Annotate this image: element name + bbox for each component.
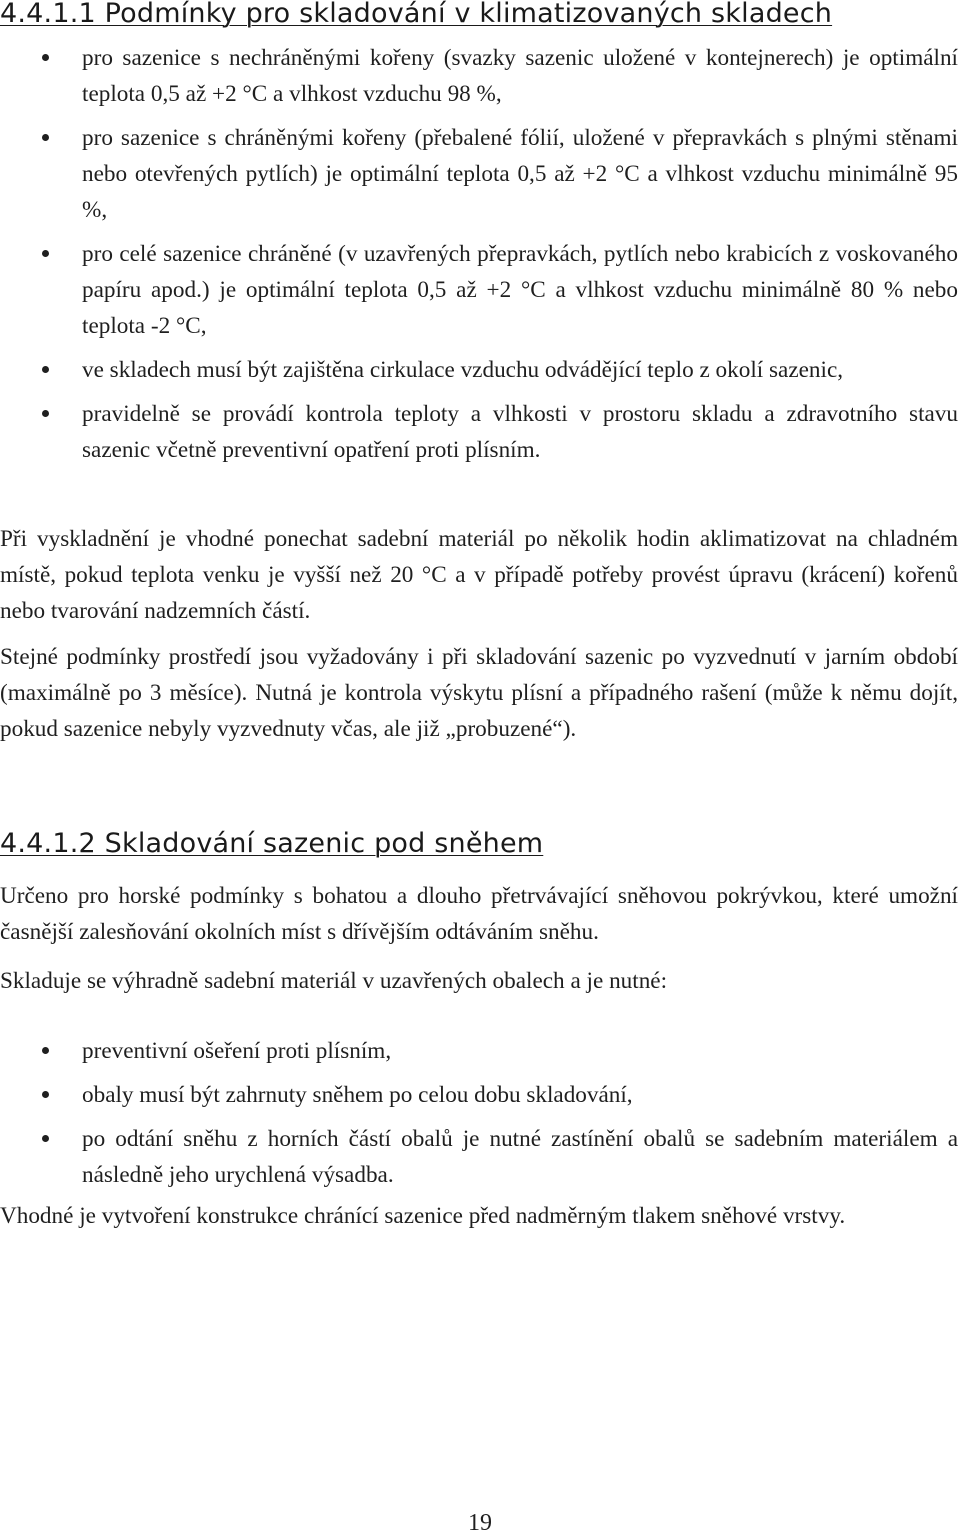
list-item-text: pravidelně se provádí kontrola teploty a vlhkosti v prostoru skladu a zdravotního stavu sazenic včetně preventivní opatření proti plísním. (82, 401, 958, 463)
list-item-text: pro celé sazenice chráněné (v uzavřených přepravkách, pytlích nebo krabicích z voskovaného papíru apod.) je optimální teplota 0,5 až +2 °C a vlhkost vzduchu minimálně 80 % nebo teplota -2 °C, (82, 241, 958, 339)
list-item-text: ve skladech musí být zajištěna cirkulace vzduchu odvádějící teplo z okolí sazenic, (82, 357, 844, 383)
page-number: 19 (468, 1510, 492, 1536)
snow-storage-requirements-list (0, 1033, 958, 1201)
list-item-text: pro sazenice s chráněnými kořeny (přebalené fólií, uložené v přepravkách s plnými stěnami nebo otevřených pytlích) je optimální teplota 0,5 až +2 °C a vlhkost vzduchu minimálně 95 %, (82, 125, 958, 223)
list-item (0, 1077, 958, 1113)
bullet-icon (42, 1047, 49, 1054)
section-heading-climatized-storage: 4.4.1.1 Podmínky pro skladování v klimatizovaných skladech (0, 0, 833, 29)
bullet-icon (42, 134, 49, 141)
list-item (0, 1033, 958, 1069)
list-item-text: po odtání sněhu z horních částí obalů je nutné zastínění obalů se sadebním materiálem a následně jeho urychlená výsadba. (82, 1126, 958, 1188)
list-item (0, 120, 958, 228)
list-item (0, 1121, 958, 1193)
bullet-icon (42, 366, 49, 373)
list-item (0, 236, 958, 344)
paragraph-spring-storage: Stejné podmínky prostředí jsou vyžadovány i při skladování sazenic po vyzvednutí v jarním období (maximálně po 3 měsíce). Nutná je kontrola výskytu plísní a případného rašení (může k němu dojít, pokud sazenice nebyly vyzvednuty včas, ale již „probuzené“). (0, 644, 958, 742)
storage-conditions-list (0, 40, 958, 476)
bullet-icon (42, 1091, 49, 1098)
paragraph-snow-intro: Určeno pro horské podmínky s bohatou a dlouho přetrvávající sněhovou pokrývkou, které umožní časnější zalesňování okolních míst s dřívějším odtáváním sněhu. (0, 883, 958, 945)
paragraph-unloading: Při vyskladnění je vhodné ponechat sadební materiál po několik hodin aklimatizovat na chladném místě, pokud teplota venku je vyšší než 20 °C a v případě potřeby provést úpravu (krácení) kořenů nebo tvarování nadzemních částí. (0, 526, 958, 624)
paragraph-snow-lead: Skladuje se výhradně sadební materiál v uzavřených obalech a je nutné: (0, 968, 668, 994)
bullet-icon (42, 410, 49, 417)
bullet-icon (42, 250, 49, 257)
bullet-icon (42, 54, 49, 61)
section-heading-snow-storage: 4.4.1.2 Skladování sazenic pod sněhem (0, 828, 544, 859)
bullet-icon (42, 1135, 49, 1142)
list-item (0, 396, 958, 468)
list-item (0, 352, 958, 388)
list-item-text: preventivní ošeření proti plísním, (82, 1038, 392, 1064)
list-item-text: obaly musí být zahrnuty sněhem po celou dobu skladování, (82, 1082, 633, 1108)
list-item-text: pro sazenice s nechráněnými kořeny (svazky sazenic uložené v kontejnerech) je optimální teplota 0,5 až +2 °C a vlhkost vzduchu 98 %, (82, 45, 958, 107)
list-item (0, 40, 958, 112)
paragraph-snow-closing: Vhodné je vytvoření konstrukce chránící sazenice před nadměrným tlakem sněhové vrstvy. (0, 1203, 846, 1229)
